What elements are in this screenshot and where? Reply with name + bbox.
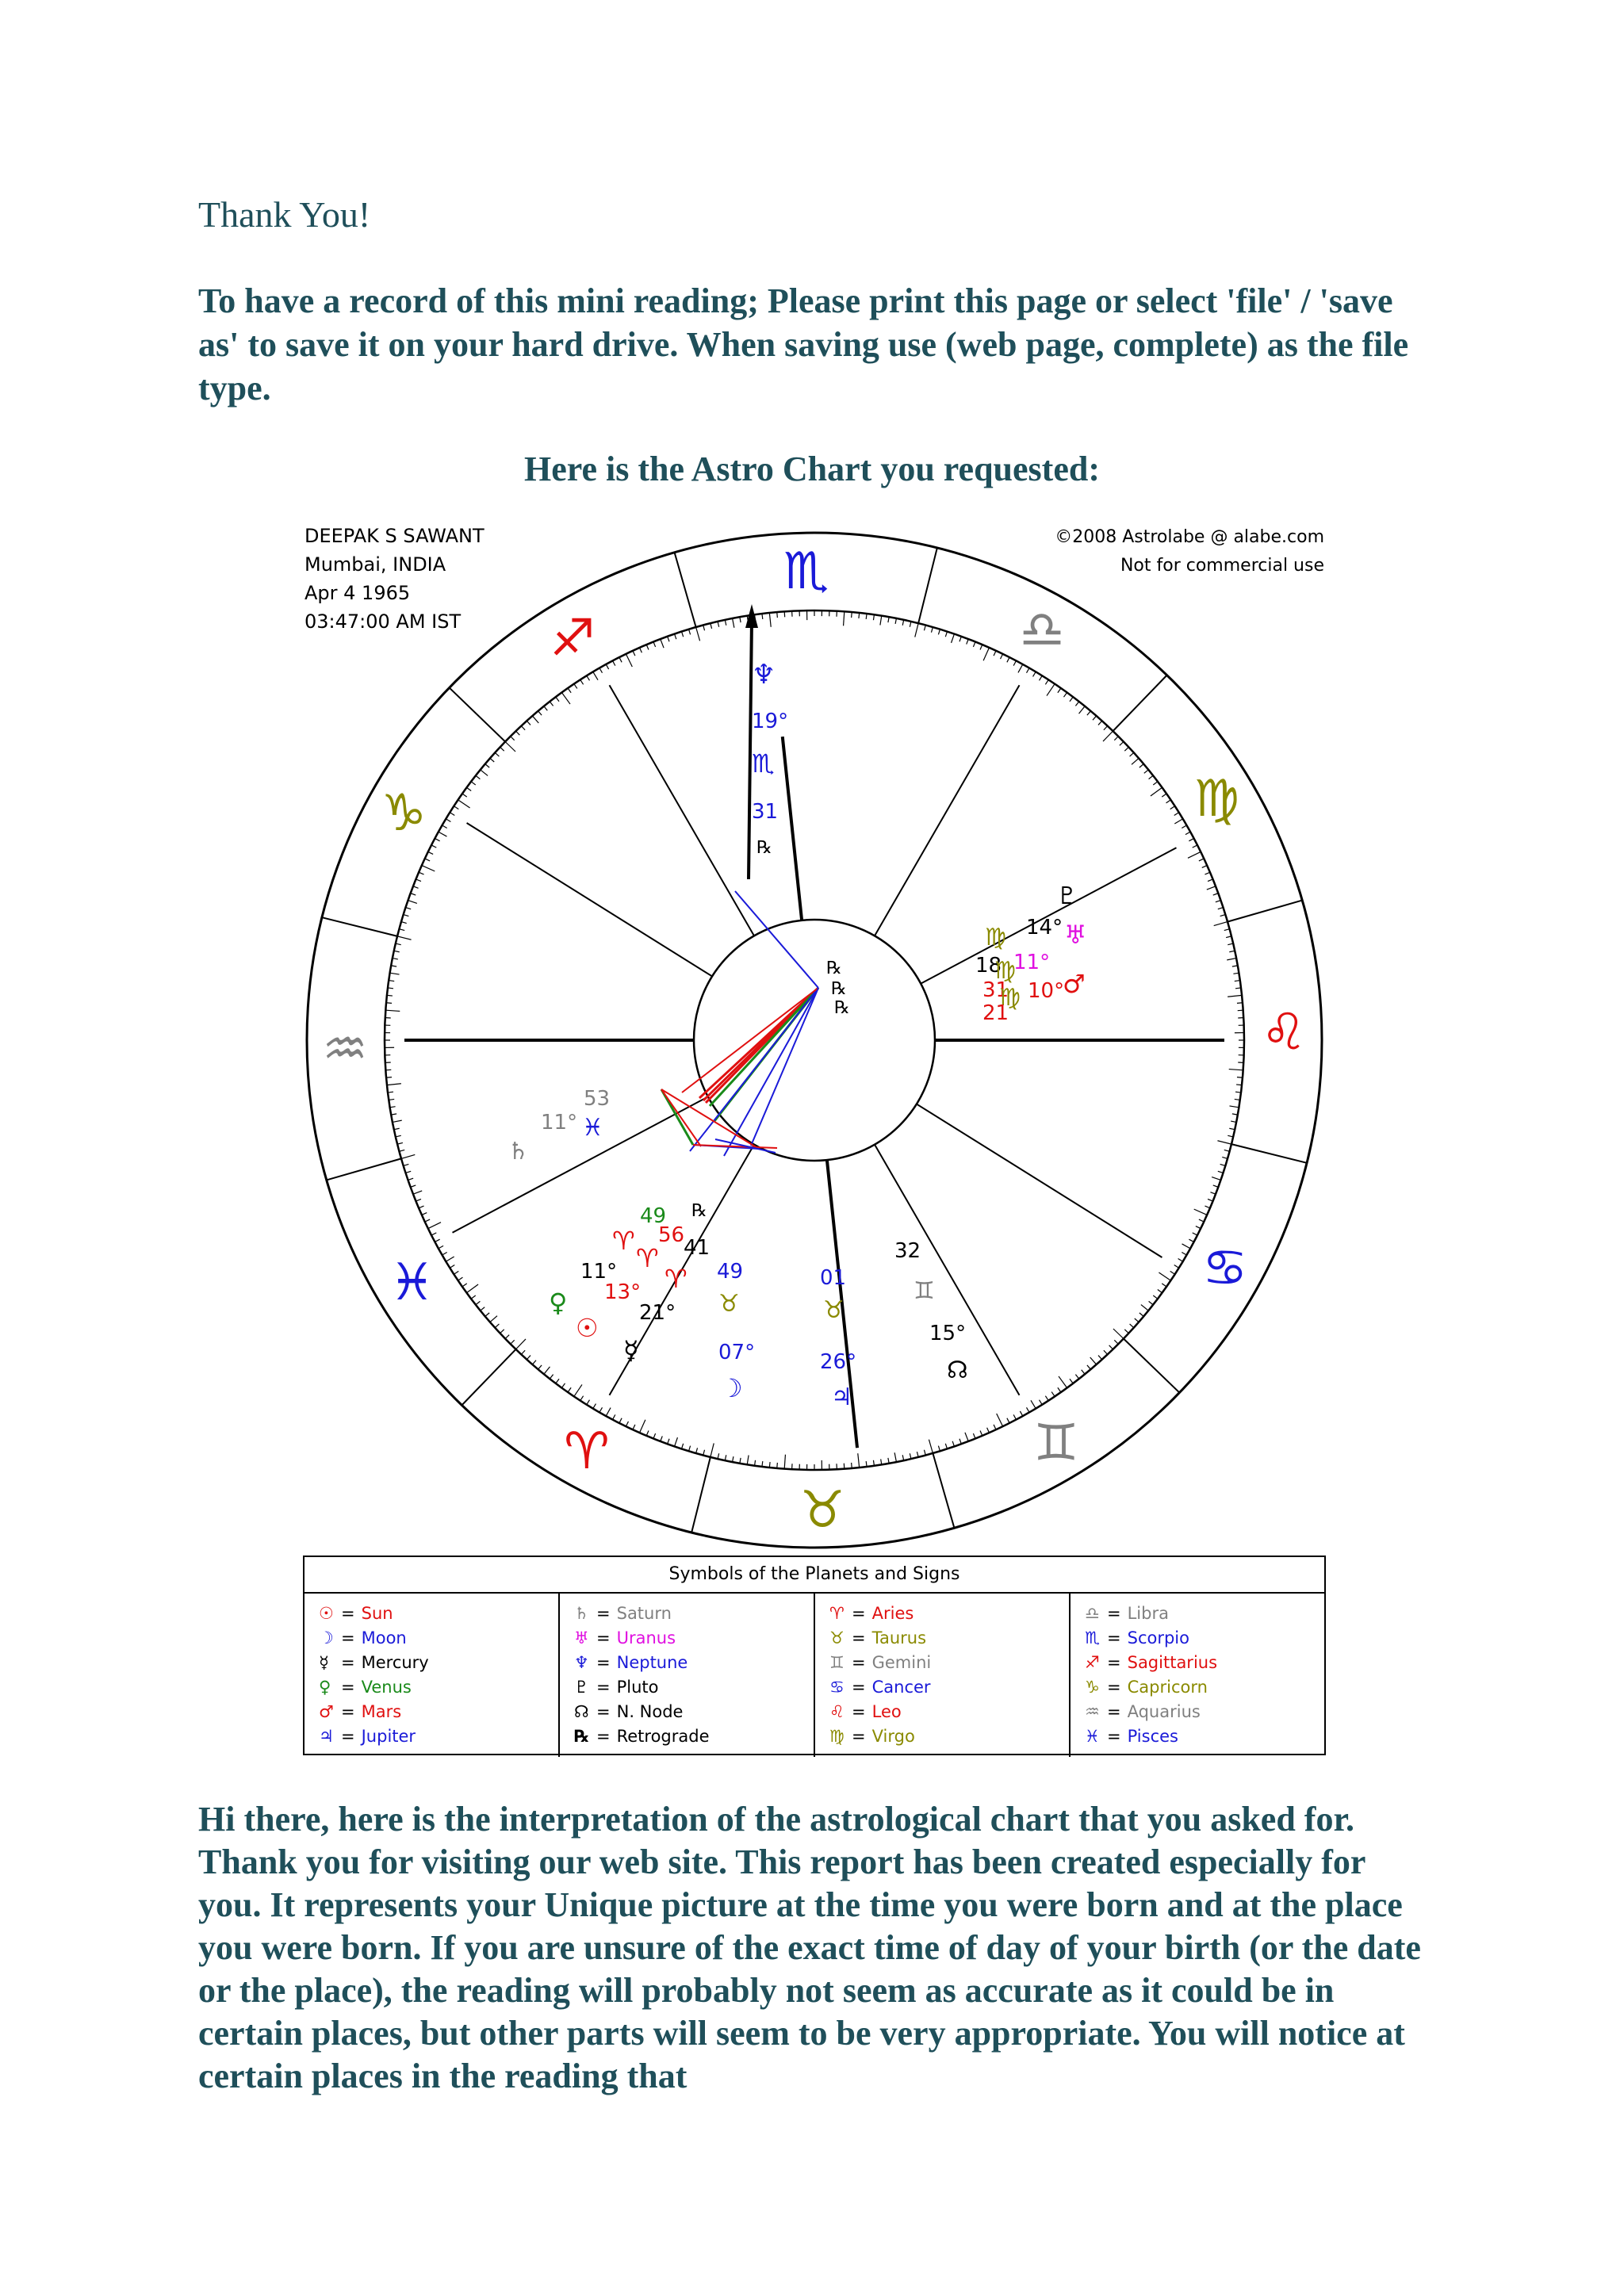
venus-glyph: ♀ — [549, 1288, 568, 1318]
degree-tick — [1229, 1106, 1239, 1108]
legend-label: Retrograde — [616, 1727, 710, 1746]
degree-tick — [1228, 995, 1242, 997]
legend-item — [1085, 1724, 1324, 1749]
zodiac-sign-glyph: ♈ — [564, 1422, 610, 1481]
chart-time: 03:47:00 AM IST — [304, 610, 462, 633]
moon-icon: ☽ — [319, 1628, 334, 1647]
degree-tick — [1018, 664, 1023, 672]
equals-sign: = — [1107, 1678, 1121, 1697]
degree-tick — [1214, 922, 1228, 926]
libra-icon: ♎ — [1085, 1604, 1100, 1623]
degree-tick — [675, 1437, 678, 1446]
zodiac-sign-glyph: ♌ — [1261, 1003, 1307, 1062]
equals-sign: = — [852, 1604, 866, 1623]
neptune-degree: 19° — [752, 710, 789, 733]
degree-tick — [387, 1084, 401, 1085]
n-node-icon: ☊ — [574, 1702, 589, 1721]
degree-tick — [1194, 1209, 1207, 1215]
taurus-01: 01 — [820, 1266, 847, 1290]
uranus-icon: ♅ — [574, 1628, 589, 1647]
sign-divider — [1124, 1339, 1179, 1393]
mercury-degree: 21° — [639, 1301, 676, 1325]
equals-sign: = — [1107, 1604, 1121, 1623]
node-glyph: ☊ — [947, 1357, 968, 1384]
sign-divider — [918, 548, 937, 623]
zodiac-sign-glyph: ♏ — [783, 542, 829, 602]
equals-sign: = — [852, 1628, 866, 1647]
degree-tick — [1159, 1272, 1170, 1280]
degree-tick — [1217, 1141, 1231, 1144]
legend-label: Mercury — [361, 1653, 429, 1672]
legend-column — [304, 1594, 560, 1757]
legend-item — [829, 1675, 1069, 1700]
legend-item — [1085, 1651, 1324, 1675]
saturn-glyph: ♄ — [508, 1138, 529, 1165]
legend-label: Scorpio — [1127, 1628, 1189, 1647]
gemini-icon: ♊ — [829, 1653, 845, 1672]
degree-tick — [593, 672, 598, 679]
legend-item — [829, 1626, 1069, 1651]
virgo-icon: ♍ — [829, 1727, 845, 1746]
legend-item — [319, 1626, 558, 1651]
moon-glyph: ☽ — [720, 1373, 743, 1403]
venus-degree: 11° — [580, 1260, 618, 1284]
legend-label: Neptune — [616, 1653, 688, 1672]
degree-tick — [1090, 1357, 1097, 1364]
asc-degree-2: 21 — [982, 1001, 1009, 1025]
degree-tick — [544, 1367, 550, 1374]
legend-label: Sagittarius — [1127, 1653, 1218, 1672]
legend-item — [829, 1651, 1069, 1675]
degree-tick — [983, 648, 989, 660]
house-cusps — [404, 685, 1224, 1448]
house-cusp — [610, 685, 755, 936]
chart-person-name: DEEPAK S SAWANT — [304, 525, 485, 547]
aries-56: 56 — [658, 1223, 685, 1247]
equals-sign: = — [596, 1628, 611, 1647]
retro-icon-1: ℞ — [826, 959, 842, 978]
chart-wheel — [303, 525, 1326, 1556]
zodiac-sign-glyph: ♍ — [1193, 770, 1240, 829]
neptune-icon: ♆ — [574, 1653, 589, 1672]
legend-item — [574, 1724, 814, 1749]
degree-tick — [393, 1120, 402, 1122]
equals-sign: = — [341, 1702, 355, 1721]
sun-degree: 13° — [604, 1280, 642, 1304]
virgo-glyph-b: ♍ — [994, 957, 1016, 985]
sign-divider — [933, 1453, 954, 1528]
legend-item — [574, 1601, 814, 1626]
sagittarius-icon: ♐ — [1085, 1653, 1100, 1672]
legend-item — [574, 1675, 814, 1700]
degree-tick — [1059, 1376, 1067, 1388]
degree-tick — [1047, 684, 1055, 696]
legend-label: Libra — [1127, 1604, 1169, 1623]
gemini-32: 32 — [894, 1239, 921, 1263]
leo-icon: ♌ — [829, 1702, 845, 1721]
symbols-legend — [303, 1556, 1326, 1755]
legend-item — [829, 1700, 1069, 1724]
degree-tick — [894, 1452, 896, 1462]
legend-item — [574, 1651, 814, 1675]
jupiter-icon: ♃ — [319, 1727, 334, 1746]
pisces-minutes: 53 — [584, 1087, 611, 1111]
virgo-glyph-c: ♍ — [999, 984, 1021, 1012]
chart-notice: Not for commercial use — [1120, 556, 1324, 576]
degree-tick — [1174, 819, 1182, 824]
degree-tick — [1151, 787, 1162, 796]
degree-tick — [428, 1223, 441, 1229]
degree-tick — [1079, 706, 1086, 714]
degree-tick — [397, 936, 411, 939]
legend-column — [815, 1594, 1071, 1757]
taurus-icon: ♉ — [829, 1628, 845, 1647]
instructions-paragraph: To have a record of this mini reading; Please print this page or select 'file' / 'save as' to save it on your hard drive. When saving use (web page, complete) as the file type. — [198, 281, 1409, 408]
aries-41: 41 — [684, 1236, 710, 1260]
sun-icon: ☉ — [319, 1604, 334, 1623]
degree-tick — [390, 973, 400, 974]
jupiter-degree: 26° — [820, 1350, 857, 1374]
sun-glyph: ☉ — [576, 1313, 599, 1343]
degree-tick — [1182, 1244, 1190, 1249]
degree-tick — [747, 1455, 749, 1464]
legend-label: Sun — [361, 1604, 393, 1623]
degree-tick — [467, 1284, 479, 1293]
aries-glyph-b: ♈ — [636, 1243, 659, 1273]
legend-label: Uranus — [616, 1628, 676, 1647]
legend-item — [829, 1601, 1069, 1626]
aries-icon: ♈ — [829, 1604, 845, 1623]
legend-label: Pisces — [1127, 1727, 1178, 1746]
degree-tick — [769, 613, 771, 627]
retrograde-icon: ℞ — [574, 1727, 589, 1746]
zodiac-sign-glyph: ♎ — [1019, 601, 1065, 660]
degree-tick — [408, 901, 417, 904]
legend-item — [319, 1601, 558, 1626]
degree-tick — [733, 618, 734, 628]
sign-divider — [1228, 901, 1302, 922]
degree-tick — [606, 1408, 611, 1416]
zodiac-sign-glyph: ♋ — [1202, 1239, 1248, 1299]
zodiac-sign-glyph: ♑ — [381, 783, 427, 843]
pluto-icon: ♇ — [574, 1678, 589, 1697]
degree-tick — [1103, 731, 1113, 741]
legend-label: Leo — [871, 1702, 902, 1721]
sign-divider — [450, 687, 505, 741]
degree-tick — [458, 800, 470, 808]
equals-sign: = — [852, 1727, 866, 1746]
degree-tick — [1132, 758, 1139, 764]
legend-item — [1085, 1675, 1324, 1700]
degree-tick — [965, 1433, 968, 1441]
house-cusp — [453, 1096, 708, 1232]
aries-glyph-a: ♈ — [612, 1226, 635, 1256]
legend-label: Virgo — [871, 1727, 915, 1746]
asc-degree: 18 — [975, 954, 1002, 978]
degree-tick — [1188, 851, 1201, 858]
neptune-minutes: 31 — [752, 800, 779, 824]
chart-place: Mumbai, INDIA — [304, 553, 446, 576]
equals-sign: = — [341, 1653, 355, 1672]
degree-tick — [952, 634, 955, 643]
uranus-glyph: ♅ — [1064, 920, 1087, 950]
legend-label: Mars — [361, 1702, 402, 1721]
venus-icon: ♀ — [319, 1678, 331, 1697]
degree-tick — [532, 716, 538, 723]
equals-sign: = — [852, 1678, 866, 1697]
mercury-glyph: ☿ — [623, 1335, 639, 1365]
legend-label: Gemini — [871, 1653, 932, 1672]
zodiac-sign-glyph: ♐ — [550, 609, 596, 668]
equals-sign: = — [596, 1727, 611, 1746]
neptune-retro-icon: ℞ — [756, 838, 772, 858]
asc-minutes: 31 — [982, 978, 1009, 1002]
sign-divider — [327, 1158, 401, 1180]
degree-tick — [626, 654, 632, 667]
sign-divider — [1113, 675, 1167, 731]
node-degree: 15° — [929, 1322, 967, 1345]
legend-item — [319, 1700, 558, 1724]
degree-tick — [858, 1453, 860, 1468]
degree-tick — [1113, 1329, 1124, 1339]
degree-tick — [446, 1257, 454, 1261]
legend-item — [319, 1675, 558, 1700]
legend-title: Symbols of the Planets and Signs — [304, 1557, 1324, 1594]
zodiac-sign-glyph: ♒ — [322, 1020, 368, 1079]
legend-label: Taurus — [871, 1628, 927, 1647]
retro-icon-2: ℞ — [831, 979, 847, 999]
cancer-icon: ♋ — [829, 1678, 845, 1697]
mercury-icon: ☿ — [319, 1653, 329, 1672]
sign-divider — [675, 553, 696, 627]
legend-item — [574, 1700, 814, 1724]
house-cusp — [917, 1104, 1162, 1257]
equals-sign: = — [341, 1604, 355, 1623]
zodiac-sign-glyph: ♓ — [389, 1253, 435, 1312]
house-cusp — [875, 685, 1020, 936]
aspect-ring — [694, 920, 935, 1161]
equals-sign: = — [1107, 1702, 1121, 1721]
retro-icon-3: ℞ — [834, 998, 850, 1018]
legend-item — [574, 1626, 814, 1651]
sign-divider — [322, 917, 397, 936]
equals-sign: = — [1107, 1727, 1121, 1746]
degree-tick — [505, 741, 515, 752]
equals-sign: = — [1107, 1628, 1121, 1647]
legend-label: Pluto — [616, 1678, 659, 1697]
legend-item — [319, 1651, 558, 1675]
taurus-glyph-b: ♉ — [823, 1296, 845, 1324]
legend-label: Aries — [871, 1604, 914, 1623]
equals-sign: = — [596, 1604, 611, 1623]
saturn-degree: 11° — [541, 1111, 578, 1135]
degree-tick — [844, 611, 845, 626]
zodiac-sign-glyph: ♊ — [1033, 1414, 1079, 1473]
degree-tick — [1207, 886, 1216, 890]
equals-sign: = — [341, 1678, 355, 1697]
degree-tick — [1031, 1400, 1036, 1408]
jupiter-glyph: ♃ — [831, 1383, 852, 1411]
house-cusp — [783, 737, 802, 920]
legend-columns — [304, 1594, 1324, 1757]
legend-label: Cancer — [871, 1678, 931, 1697]
degree-tick — [640, 1420, 645, 1433]
uranus-degree: 11° — [1013, 951, 1051, 974]
legend-label: N. Node — [616, 1702, 684, 1721]
house-cusp — [467, 823, 713, 976]
mars-glyph: ♂ — [1063, 969, 1086, 999]
capricorn-icon: ♑ — [1085, 1678, 1100, 1697]
legend-label: Aquarius — [1127, 1702, 1201, 1721]
mars-icon: ♂ — [319, 1702, 334, 1721]
degree-tick — [880, 616, 882, 626]
legend-label: Jupiter — [361, 1727, 416, 1746]
thank-you-heading: Thank You! — [198, 194, 371, 235]
chart-date: Apr 4 1965 — [304, 582, 411, 604]
equals-sign: = — [341, 1628, 355, 1647]
degree-tick — [784, 1455, 785, 1469]
legend-label: Moon — [361, 1628, 407, 1647]
chart-copyright: ©2008 Astrolabe @ alabe.com — [1055, 527, 1324, 547]
legend-label: Venus — [361, 1678, 412, 1697]
moon-degree: 07° — [718, 1341, 756, 1364]
degree-tick — [929, 1440, 933, 1453]
neptune-glyph: ♆ — [752, 659, 776, 691]
legend-label: Capricorn — [1127, 1678, 1208, 1697]
astro-chart — [303, 525, 1326, 1556]
legend-column — [1071, 1594, 1324, 1757]
aspect-lines — [661, 891, 818, 1156]
pluto-degree: 14° — [1026, 916, 1063, 939]
degree-tick — [1141, 1305, 1148, 1311]
legend-column — [560, 1594, 815, 1757]
degree-tick — [481, 770, 488, 776]
degree-tick — [574, 1384, 582, 1396]
degree-tick — [915, 623, 918, 637]
degree-tick — [997, 1414, 1003, 1426]
degree-tick — [661, 639, 664, 648]
neptune-sign-glyph: ♏ — [752, 748, 775, 779]
degree-tick — [413, 1191, 422, 1194]
taurus-49: 49 — [717, 1260, 744, 1284]
degree-tick — [439, 832, 446, 836]
degree-tick — [515, 1339, 526, 1349]
aquarius-icon: ♒ — [1085, 1702, 1100, 1721]
aries-49: 49 — [640, 1204, 667, 1228]
zodiac-sign-glyph: ♉ — [799, 1480, 846, 1540]
degree-tick — [1212, 1177, 1220, 1181]
pisces-icon: ♓ — [1085, 1727, 1100, 1746]
legend-label: Saturn — [616, 1604, 672, 1623]
degree-tick — [490, 1316, 497, 1322]
gemini-glyph-inner: ♊ — [914, 1277, 935, 1305]
pisces-glyph-inner: ♓ — [582, 1114, 603, 1142]
legend-item — [1085, 1601, 1324, 1626]
equals-sign: = — [852, 1653, 866, 1672]
virgo-glyph-a: ♍ — [985, 924, 1006, 951]
sign-divider — [462, 1349, 515, 1405]
degree-tick — [696, 627, 700, 641]
legend-item — [829, 1724, 1069, 1749]
degree-tick — [1227, 959, 1236, 960]
interpretation-paragraph: Hi there, here is the interpretation of the astrological chart that you asked for. Thank you for visiting our web site. This report has been created especially for you. It represents your Unique picture at the time you were born and at the place you were born. If you are unsure of the exact time of day of your birth (or the date or the place), the reading will probably not seem as accurate as it could be in certain places, but other parts will seem to be very appropriate. You will notice at certain places in the reading that — [198, 1800, 1421, 2095]
mars-degree: 10° — [1028, 979, 1065, 1003]
legend-item — [1085, 1700, 1324, 1724]
taurus-glyph-a: ♉ — [718, 1290, 740, 1318]
legend-item — [1085, 1626, 1324, 1651]
degree-tick — [401, 1154, 415, 1158]
equals-sign: = — [341, 1727, 355, 1746]
equals-sign: = — [852, 1702, 866, 1721]
sign-divider — [691, 1457, 710, 1533]
aries-glyph-c: ♈ — [665, 1264, 688, 1294]
sign-divider — [1231, 1144, 1307, 1163]
chart-heading: Here is the Astro Chart you requested: — [524, 450, 1100, 488]
degree-tick — [385, 1010, 400, 1011]
scorpio-icon: ♏ — [1085, 1628, 1100, 1647]
pluto-glyph: ♇ — [1056, 882, 1078, 910]
degree-tick — [561, 693, 570, 705]
equals-sign: = — [596, 1653, 611, 1672]
equals-sign: = — [1107, 1653, 1121, 1672]
degree-tick — [710, 1443, 714, 1456]
legend-item — [319, 1724, 558, 1749]
saturn-icon: ♄ — [574, 1604, 589, 1623]
retro-icon-4: ℞ — [691, 1201, 707, 1221]
equals-sign: = — [596, 1678, 611, 1697]
degree-tick — [422, 866, 435, 871]
equals-sign: = — [596, 1702, 611, 1721]
